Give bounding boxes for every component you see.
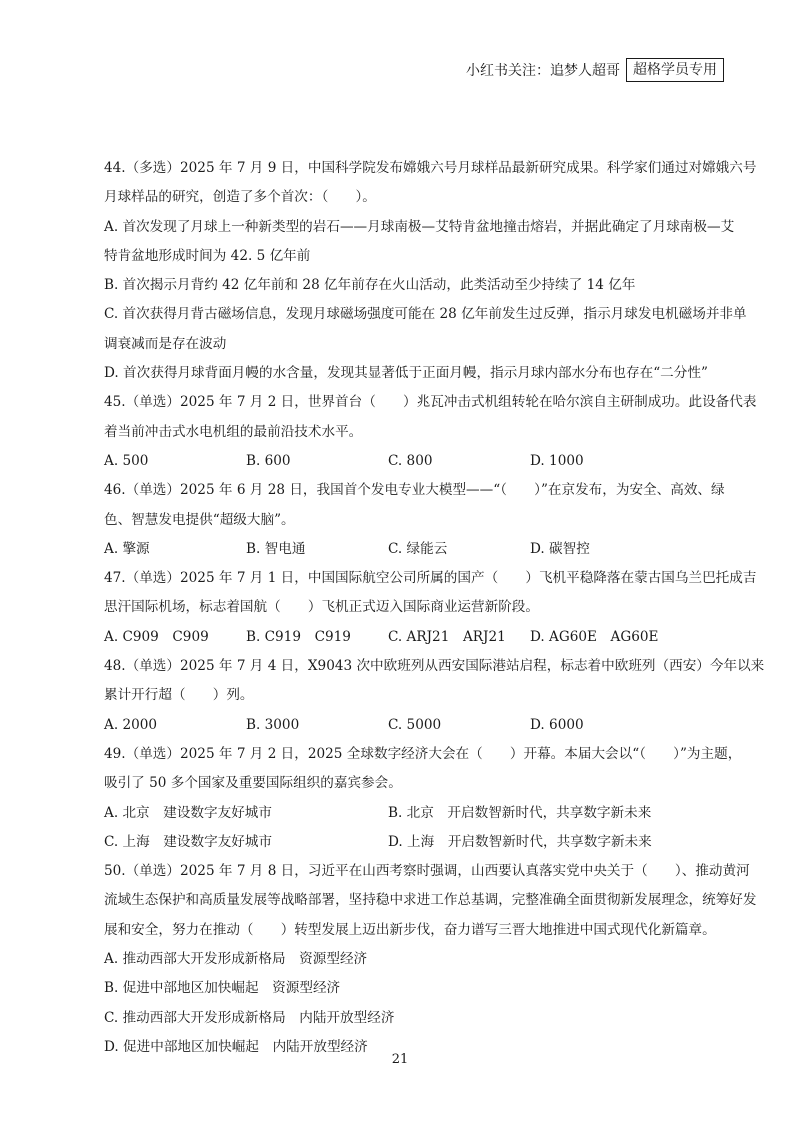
question-47 [104,564,757,652]
question-stem: 吸引了 50 多个国家及重要国际组织的嘉宾参会。 [104,775,402,792]
option-c: C. 首次获得月背古磁场信息，发现月球磁场强度可能在 28 亿年前发生过反弹，指示月球发电机磁场并非单 [104,306,747,323]
option-b: B. 北京 开启数智新时代，共享数字新未来 [388,804,652,821]
question-45 [104,388,757,476]
question-44 [104,154,757,388]
options-row [104,447,724,476]
option-a: A. 首次发现了月球上一种新类型的岩石——月球南极—艾特肯盆地撞击熔岩，并据此确定了月球南极—艾 [104,218,735,235]
question-stem: 月球样品的研究，创造了多个首次：（ ）。 [104,189,376,206]
option-a: A. 500 [104,452,149,469]
question-stem: 思汗国际机场，标志着国航（ ）飞机正式迈入国际商业运营新阶段。 [104,599,539,616]
option-c: C. 800 [388,452,433,469]
question-49 [104,740,742,857]
option-d: D. 上海 开启数智新时代，共享数字新未来 [388,833,652,850]
option-a: A. C909 C909 [104,628,209,645]
option-a: A. 擎源 [104,540,150,557]
question-list [104,154,765,1062]
option-b: B. 600 [246,452,291,469]
option-d: D. 6000 [530,716,584,733]
option-a: 特肯盆地形成时间为 42. 5 亿年前 [104,247,311,264]
question-stem: 50.（单选）2025 年 7 月 8 日，习近平在山西考察时强调，山西要认真落实党中央关于（ ）、推动黄河 [104,863,750,880]
question-50 [104,857,757,1062]
question-stem: 45.（单选）2025 年 7 月 2 日，世界首台（ ）兆瓦冲击式机组转轮在哈尔滨自主研制成功。此设备代表 [104,394,757,411]
option-a: A. 推动西部大开发形成新格局 资源型经济 [104,951,368,968]
options-row [104,623,724,652]
option-c: C. 推动西部大开发形成新格局 内陆开放型经济 [104,1009,395,1026]
header-tag: 超格学员专用 [626,58,724,82]
question-stem: 展和安全，努力在推动（ ）转型发展上迈出新步伐，奋力谱写三晋大地推进中国式现代化新篇章。 [104,921,716,938]
question-stem: 46.（单选）2025 年 6 月 28 日，我国首个发电专业大模型——“（ ）”在京发布，为安全、高效、绿 [104,482,725,499]
options-row [104,799,724,828]
option-c: C. 绿能云 [388,540,448,557]
option-c: C. ARJ21 ARJ21 [388,628,506,645]
option-d: D. 1000 [530,452,584,469]
question-stem: 累计开行超（ ）列。 [104,687,254,704]
option-c: 调衰减而是存在波动 [104,335,227,352]
options-row [104,535,724,564]
question-48 [104,652,765,740]
option-a: A. 2000 [104,716,158,733]
option-c: C. 5000 [388,716,442,733]
option-a: A. 北京 建设数字友好城市 [104,804,272,821]
option-b: B. C919 C919 [246,628,351,645]
header-note: 小红书关注：追梦人超哥 [466,63,620,79]
option-d: D. 碳智控 [530,540,590,557]
question-stem: 44.（多选）2025 年 7 月 9 日，中国科学院发布嫦娥六号月球样品最新研究成果。科学家们通过对嫦娥六号 [104,160,757,176]
page-number: 21 [391,1052,409,1067]
question-stem: 48.（单选）2025 年 7 月 4 日，X9043 次中欧班列从西安国际港站启程，标志着中欧班列（西安）今年以来 [104,658,765,675]
question-stem: 流域生态保护和高质量发展等战略部署，坚持稳中求进工作总基调，完整准确全面贯彻新发展理念，统筹好发 [104,892,757,909]
option-b: B. 首次揭示月背约 42 亿年前和 28 亿年前存在火山活动，此类活动至少持续了 14 亿年 [104,277,636,294]
page-header [466,58,724,82]
option-b: B. 智电通 [246,540,306,557]
option-b: B. 促进中部地区加快崛起 资源型经济 [104,980,341,997]
options-row [104,828,724,857]
options-row [104,711,724,740]
option-d: D. 促进中部地区加快崛起 内陆开放型经济 [104,1038,368,1055]
option-d: D. AG60E AG60E [530,628,659,645]
question-stem: 着当前冲击式水电机组的最前沿技术水平。 [104,423,363,440]
question-stem: 47.（单选）2025 年 7 月 1 日，中国国际航空公司所属的国产（ ）飞机平稳降落在蒙古国乌兰巴托成吉 [104,570,757,587]
question-stem: 色、智慧发电提供“超级大脑”。 [104,511,295,528]
option-d: D. 首次获得月球背面月幔的水含量，发现其显著低于正面月幔，指示月球内部水分布也存在“二分性” [104,365,708,382]
option-c: C. 上海 建设数字友好城市 [104,833,273,850]
option-b: B. 3000 [246,716,300,733]
question-46 [104,476,724,564]
question-stem: 49.（单选）2025 年 7 月 2 日，2025 全球数字经济大会在（ ）开幕。本届大会以“（ ）”为主题， [104,745,742,762]
